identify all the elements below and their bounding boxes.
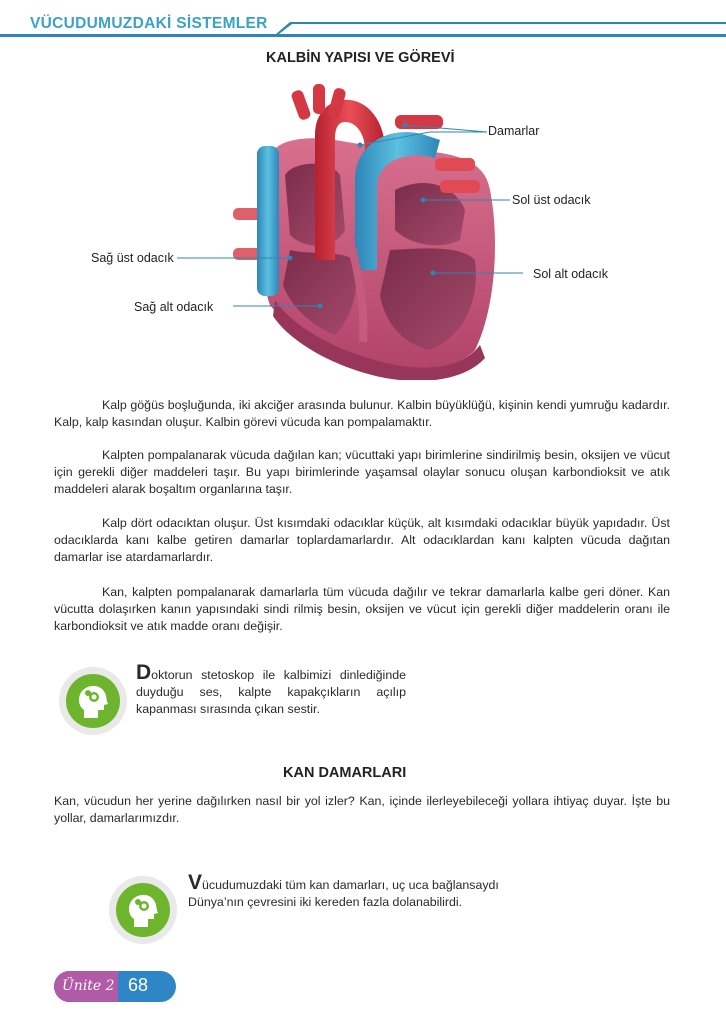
label-sag-ust-odacik: Sağ üst odacık [91, 251, 174, 265]
aorta-branch-1 [290, 89, 312, 121]
section-title-heart: KALBİN YAPISI VE GÖREVİ [266, 50, 455, 66]
info-text-vessels: ücudumuzdaki tüm kan damarları, uç uca bağlansaydı Dünya’nın çevresini iki kereden fazla dolanabilirdi. [188, 878, 499, 909]
pulmonary-vein-top [395, 115, 443, 129]
label-sol-ust-odacik: Sol üst odacık [512, 193, 591, 207]
label-damarlar: Damarlar [488, 124, 540, 138]
info-head-icon [58, 666, 128, 736]
info-initial-v: V [188, 871, 203, 894]
pulmonary-vein-2 [440, 180, 480, 193]
paragraph-vessels: Kan, vücudun her yerine dağılırken nasıl bir yol izler? Kan, içinde ilerleyebileceği yollara ihtiyaç duyar. İşte bu yollar, damarlarımızdır. [54, 794, 670, 825]
info-initial-d: D [136, 661, 152, 684]
info-text-stethoscope: oktorun stetoskop ile kalbimizi dinlediğinde duyduğu ses, kalpte kapakçıkların açılıp kapanması sırasında çıkan sestir. [136, 668, 406, 716]
aorta-branch-2 [313, 84, 325, 114]
paragraph-2: Kalpten pompalanarak vücuda dağılan kan; vücuttaki yapı birimlerine sindirilmiş besin, oksijen ve vücut için gerekli diğer maddeleri taşır. Bu yapı birimlerinde yaşamsal olaylar sonucu oluşan karbondioksit ve atık maddeleri alarak boşaltım organlarına taşır. [54, 448, 670, 496]
chapter-title: VÜCUDUMUZDAKİ SİSTEMLER [30, 15, 268, 32]
vena-cava [257, 146, 279, 296]
header-divider [0, 34, 726, 37]
pulmonary-vein-1 [435, 158, 475, 171]
info-head-icon-2 [108, 875, 178, 945]
heart-diagram [95, 80, 655, 380]
page-number: 68 [128, 975, 149, 995]
info-box-stethoscope [136, 661, 406, 718]
section-title-vessels: KAN DAMARLARI [283, 765, 407, 781]
paragraph-1: Kalp göğüs boşluğunda, iki akciğer arasında bulunur. Kalbin büyüklüğü, kişinin kendi yumruğu kadardır. Kalp, kalp kasından oluşur. Kalbin görevi vücuda kan pompalamaktır. [54, 398, 670, 429]
header-stripe [276, 22, 726, 34]
unit-label: Ünite 2 [62, 978, 115, 994]
label-sag-alt-odacik: Sağ alt odacık [134, 300, 214, 314]
paragraph-3: Kalp dört odacıktan oluşur. Üst kısımdaki odacıklar küçük, alt kısımdaki odacıklar büyük yapıdadır. Üst odacıklarda kanı kalbe getiren damarlar toplardamarlardır. Alt odacıklardan kanı kalpten vücuda dağıtan damarlar ise atardamarlardır. [54, 516, 670, 564]
paragraph-4: Kan, kalpten pompalanarak damarlarla tüm vücuda dağılır ve tekrar damarlarla kalbe geri döner. Kan vücutta dolaşırken kanın yapısındaki sindi rilmiş besin, oksijen ve vücut için gerekli diğer maddelerin oranı ile karbondioksit ve atık madde oranı değişir. [54, 585, 670, 633]
info-box-vessels [188, 871, 528, 911]
label-sol-alt-odacik: Sol alt odacık [533, 267, 609, 281]
